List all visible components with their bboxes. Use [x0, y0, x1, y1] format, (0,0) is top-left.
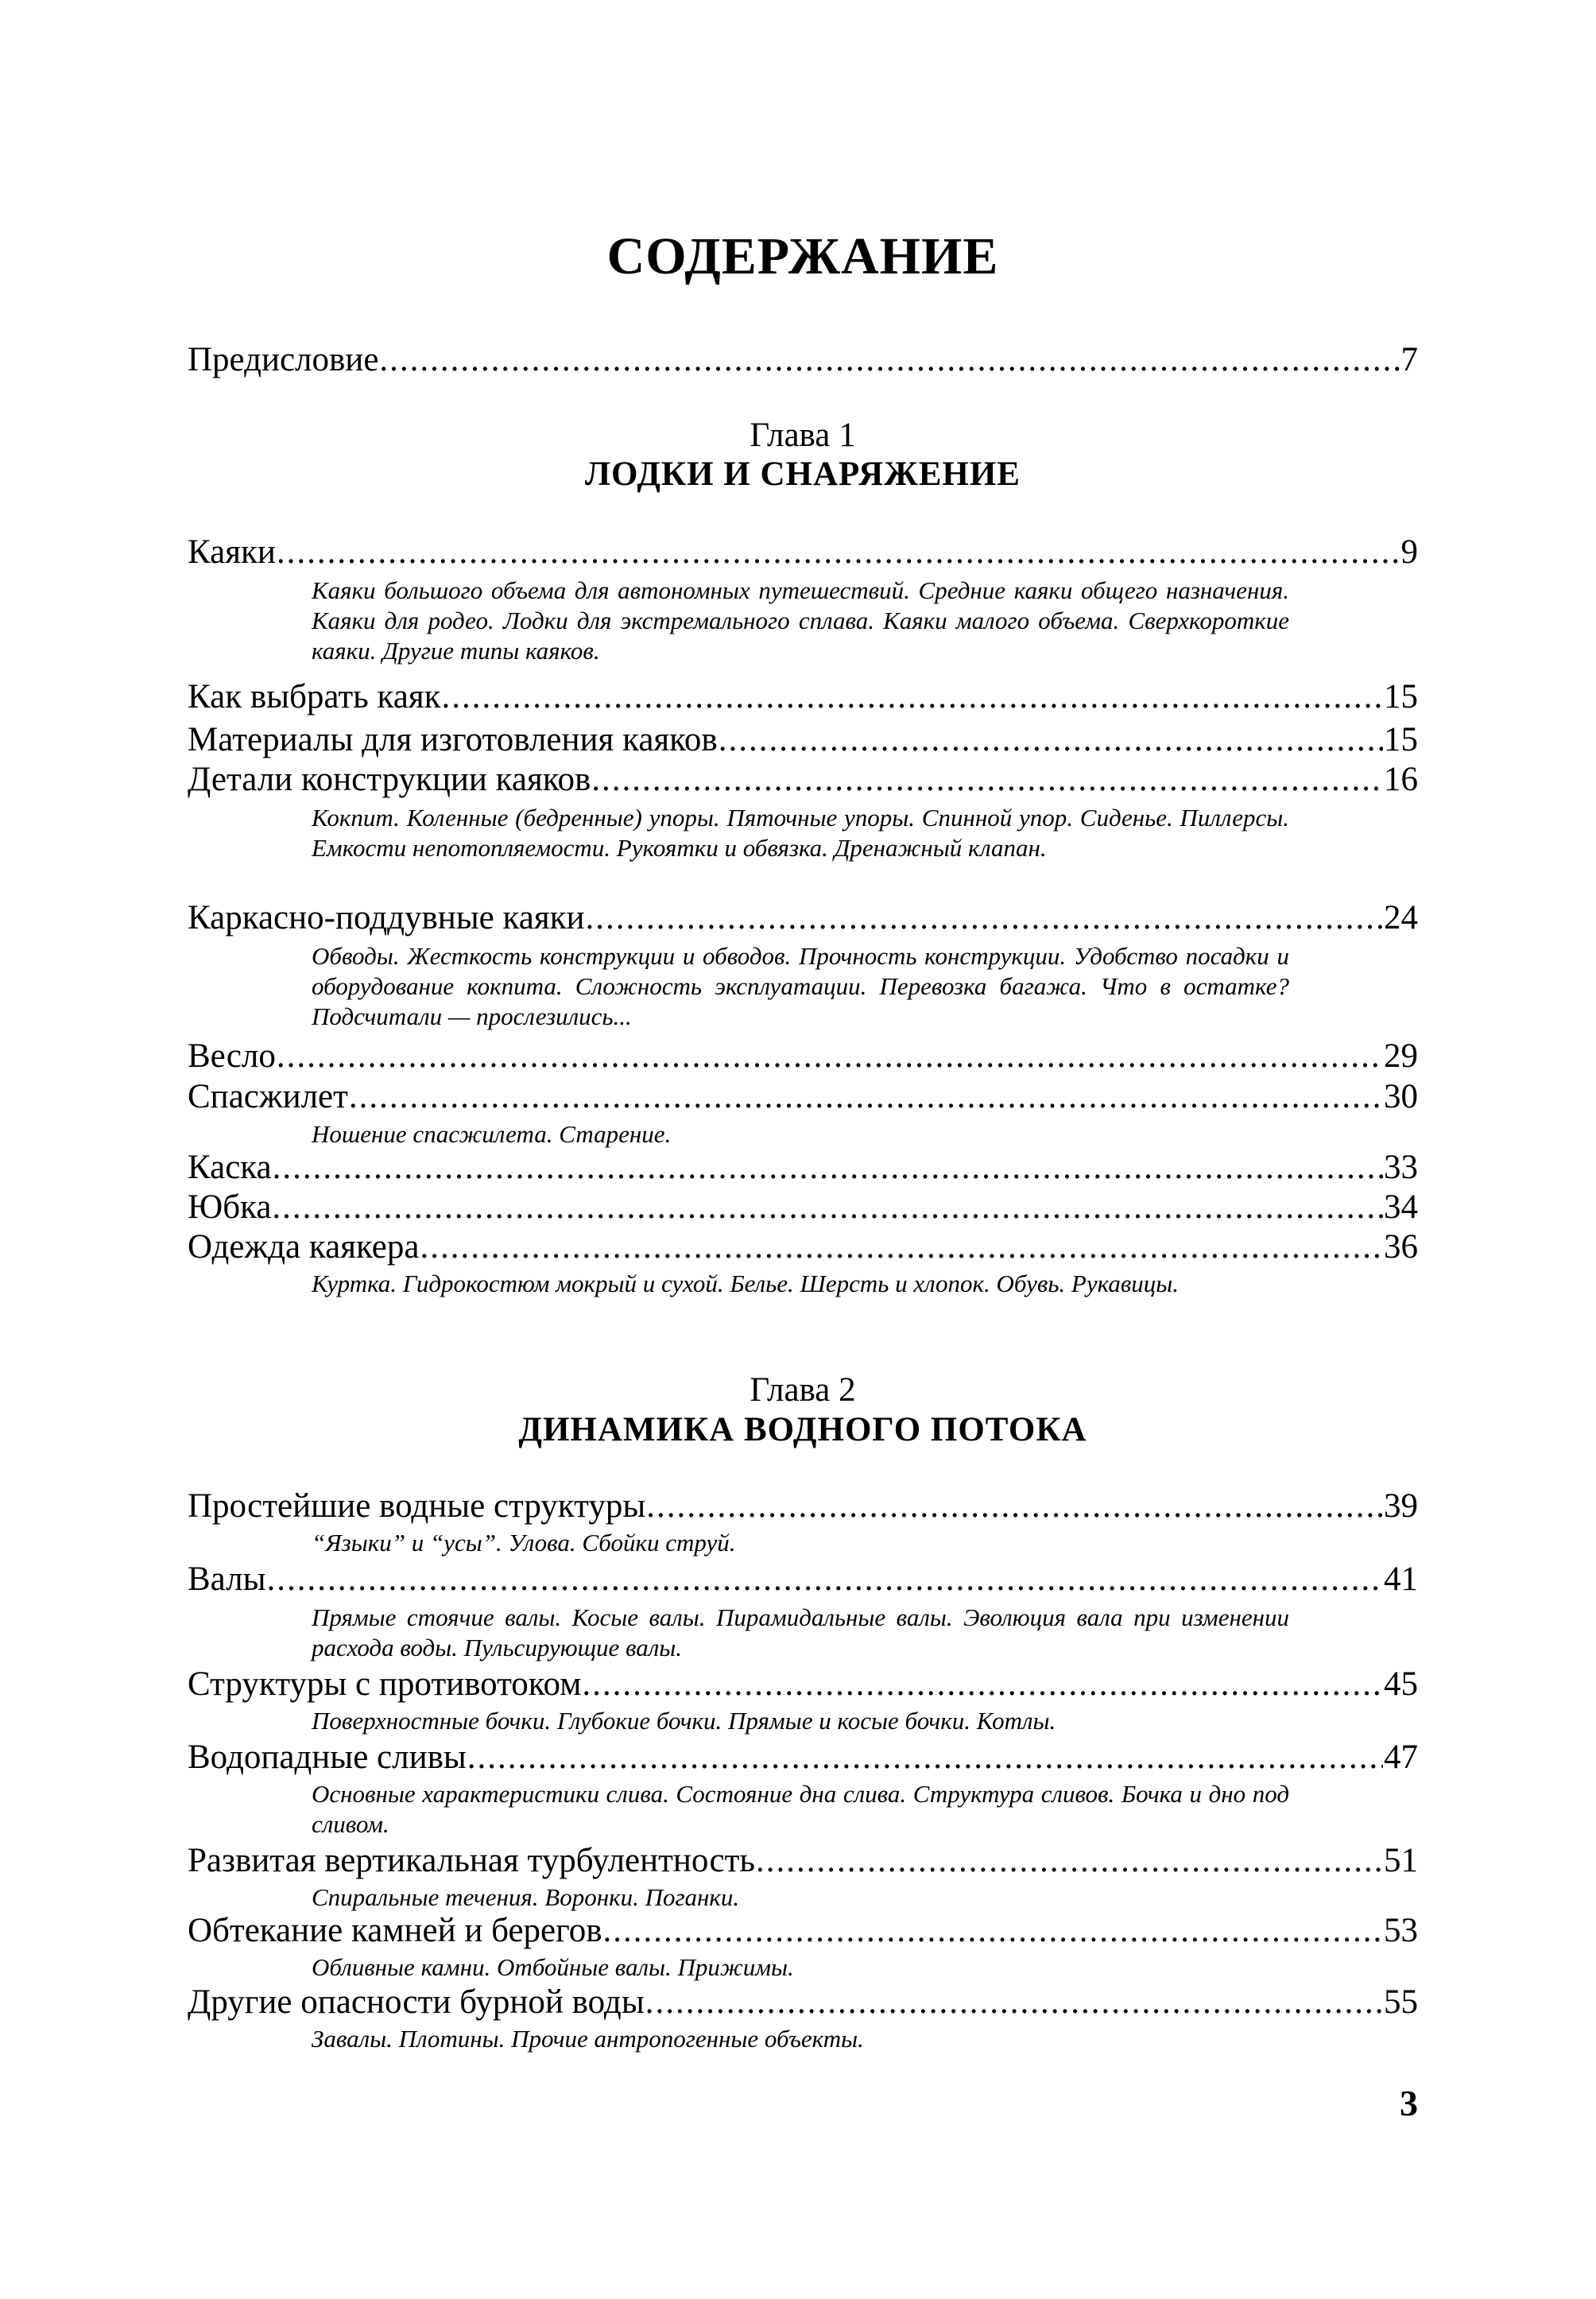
toc-entry-title: Валы: [188, 1560, 266, 1598]
toc-entry-subtopics: Каяки большого объема для автономных путешествий. Средние каяки общего назначения. Каяки для родео. Лодки для экстремального сплава. Каяки малого объема. Сверхкороткие каяки. Другие типы каяков.: [312, 576, 1289, 665]
toc-entry[interactable]: [188, 1148, 1418, 1188]
toc-entry-page: 39: [1384, 1487, 1418, 1525]
toc-entry-page: 29: [1384, 1037, 1418, 1075]
toc-entry-page: 55: [1384, 1983, 1418, 2021]
chapter-1-title: ЛОДКИ И СНАРЯЖЕНИЕ: [584, 456, 1021, 493]
dot-leader: [277, 1037, 1383, 1076]
toc-entry-subtopics: Ношение спасжилета. Старение.: [312, 1120, 672, 1148]
toc-entry[interactable]: [188, 1665, 1418, 1704]
toc-entry-subtopics: Куртка. Гидрокостюм мокрый и сухой. Белье. Шерсть и хлопок. Обувь. Рукавицы.: [312, 1270, 1180, 1297]
toc-entry-title: Материалы для изготовления каяков: [188, 721, 718, 758]
dot-leader: [349, 1077, 1383, 1117]
toc-entry[interactable]: [188, 533, 1418, 572]
chapter-2-label: Глава 2: [750, 1371, 856, 1409]
dot-leader: [586, 898, 1383, 938]
dot-leader: [277, 533, 1400, 572]
toc-entry-subtopics: Обливные камни. Отбойные валы. Прижимы.: [312, 1953, 794, 1981]
toc-entry-page: 24: [1384, 899, 1418, 936]
toc-entry-title: Развитая вертикальная турбулентность: [188, 1842, 755, 1879]
toc-entry-title: Весло: [188, 1037, 276, 1075]
toc-entry-title: Каяки: [188, 533, 276, 571]
toc-entry-title: Структуры с противотоком: [188, 1665, 582, 1703]
toc-entry[interactable]: [188, 1487, 1418, 1526]
toc-entry[interactable]: [188, 760, 1418, 800]
toc-entry-subtopics: Прямые стоячие валы. Косые валы. Пирамидальные валы. Эволюция вала при изменении расхода воды. Пульсирующие валы.: [312, 1603, 1289, 1661]
toc-entry[interactable]: [188, 898, 1418, 938]
toc-entry-page: 9: [1400, 533, 1418, 571]
toc-entry-page: 36: [1384, 1228, 1418, 1266]
dot-leader: [645, 1983, 1383, 2022]
toc-entry-title: Юбка: [188, 1188, 272, 1226]
toc-entry-title: Каркасно-поддувные каяки: [188, 899, 585, 936]
dot-leader: [379, 340, 1400, 380]
dot-leader: [591, 760, 1383, 800]
toc-entry-page: 51: [1384, 1842, 1418, 1879]
dot-leader: [646, 1487, 1383, 1526]
toc-entry-subtopics: Завалы. Плотины. Прочие антропогенные объекты.: [312, 2025, 864, 2053]
toc-entry[interactable]: [188, 1037, 1418, 1076]
dot-leader: [267, 1560, 1384, 1599]
toc-entry-title: Водопадные сливы: [188, 1739, 467, 1776]
toc-entry[interactable]: [188, 1911, 1418, 1951]
toc-entry-page: 15: [1384, 721, 1418, 758]
toc-entry-title: Спасжилет: [188, 1078, 348, 1115]
toc-entry[interactable]: [188, 1077, 1418, 1117]
toc-entry-title: Обтекание камней и берегов: [188, 1912, 602, 1949]
dot-leader: [273, 1148, 1383, 1188]
toc-entry[interactable]: [188, 1841, 1418, 1881]
toc-entry-title: Каска: [188, 1149, 272, 1186]
toc-entry-title: Как выбрать каяк: [188, 678, 441, 715]
page-title: СОДЕРЖАНИЕ: [606, 227, 999, 285]
dot-leader: [442, 677, 1383, 717]
toc-entry-title: Простейшие водные структуры: [188, 1487, 646, 1525]
page-number: 3: [1400, 2083, 1418, 2123]
toc-entry-subtopics: Кокпит. Коленные (бедренные) упоры. Пяточные упоры. Спинной упор. Сиденье. Пиллерсы. Емкости непотопляемости. Рукоятки и обвязка. Дренажный клапан.: [312, 804, 1289, 862]
toc-entry[interactable]: [188, 677, 1418, 717]
toc-entry-subtopics: Обводы. Жесткость конструкции и обводов. Прочность конструкции. Удобство посадки и оборудование кокпита. Сложность эксплуатации. Перевозка багажа. Что в остатке? Подсчитали — прослезились...: [312, 942, 1289, 1030]
toc-entry-page: 53: [1384, 1912, 1418, 1949]
toc-entry-title: Детали конструкции каяков: [188, 761, 591, 798]
toc-entry[interactable]: [188, 1983, 1418, 2022]
toc-entry-page: 34: [1384, 1188, 1418, 1226]
toc-page: [188, 0, 1418, 2299]
toc-entry-subtopics: Спиральные течения. Воронки. Поганки.: [312, 1883, 740, 1911]
toc-entry-page: 30: [1384, 1078, 1418, 1115]
dot-leader: [467, 1738, 1383, 1778]
toc-entry[interactable]: [188, 1188, 1418, 1227]
toc-entry-title: Предисловие: [188, 341, 379, 378]
toc-entry-page: 7: [1400, 341, 1418, 378]
dot-leader: [582, 1665, 1383, 1704]
dot-leader: [272, 1188, 1383, 1227]
toc-entry[interactable]: [188, 1227, 1418, 1267]
chapter-2-title: ДИНАМИКА ВОДНОГО ПОТОКА: [518, 1411, 1087, 1448]
toc-entry-title: Другие опасности бурной воды: [188, 1983, 645, 2021]
toc-entry-subtopics: Основные характеристики слива. Состояние дна слива. Структура сливов. Бочка и дно под сливом.: [312, 1780, 1289, 1838]
toc-entry-subtopics: “Языки” и “усы”. Улова. Сбойки струй.: [312, 1529, 736, 1557]
chapter-1-label: Глава 1: [750, 417, 856, 454]
toc-entry-preface[interactable]: [188, 340, 1418, 380]
toc-entry-title: Одежда каякера: [188, 1228, 420, 1266]
toc-entry-page: 33: [1384, 1149, 1418, 1186]
toc-entry[interactable]: [188, 720, 1418, 760]
toc-entry-page: 47: [1384, 1739, 1418, 1776]
toc-entry-page: 15: [1384, 678, 1418, 715]
toc-entry[interactable]: [188, 1560, 1418, 1599]
dot-leader: [719, 720, 1383, 760]
dot-leader: [603, 1911, 1383, 1951]
toc-entry-page: 45: [1384, 1665, 1418, 1703]
toc-entry[interactable]: [188, 1738, 1418, 1778]
dot-leader: [420, 1227, 1383, 1267]
toc-entry-subtopics: Поверхностные бочки. Глубокие бочки. Прямые и косые бочки. Котлы.: [312, 1707, 1056, 1735]
toc-entry-page: 16: [1384, 761, 1418, 798]
dot-leader: [756, 1841, 1383, 1881]
toc-entry-page: 41: [1384, 1560, 1418, 1598]
